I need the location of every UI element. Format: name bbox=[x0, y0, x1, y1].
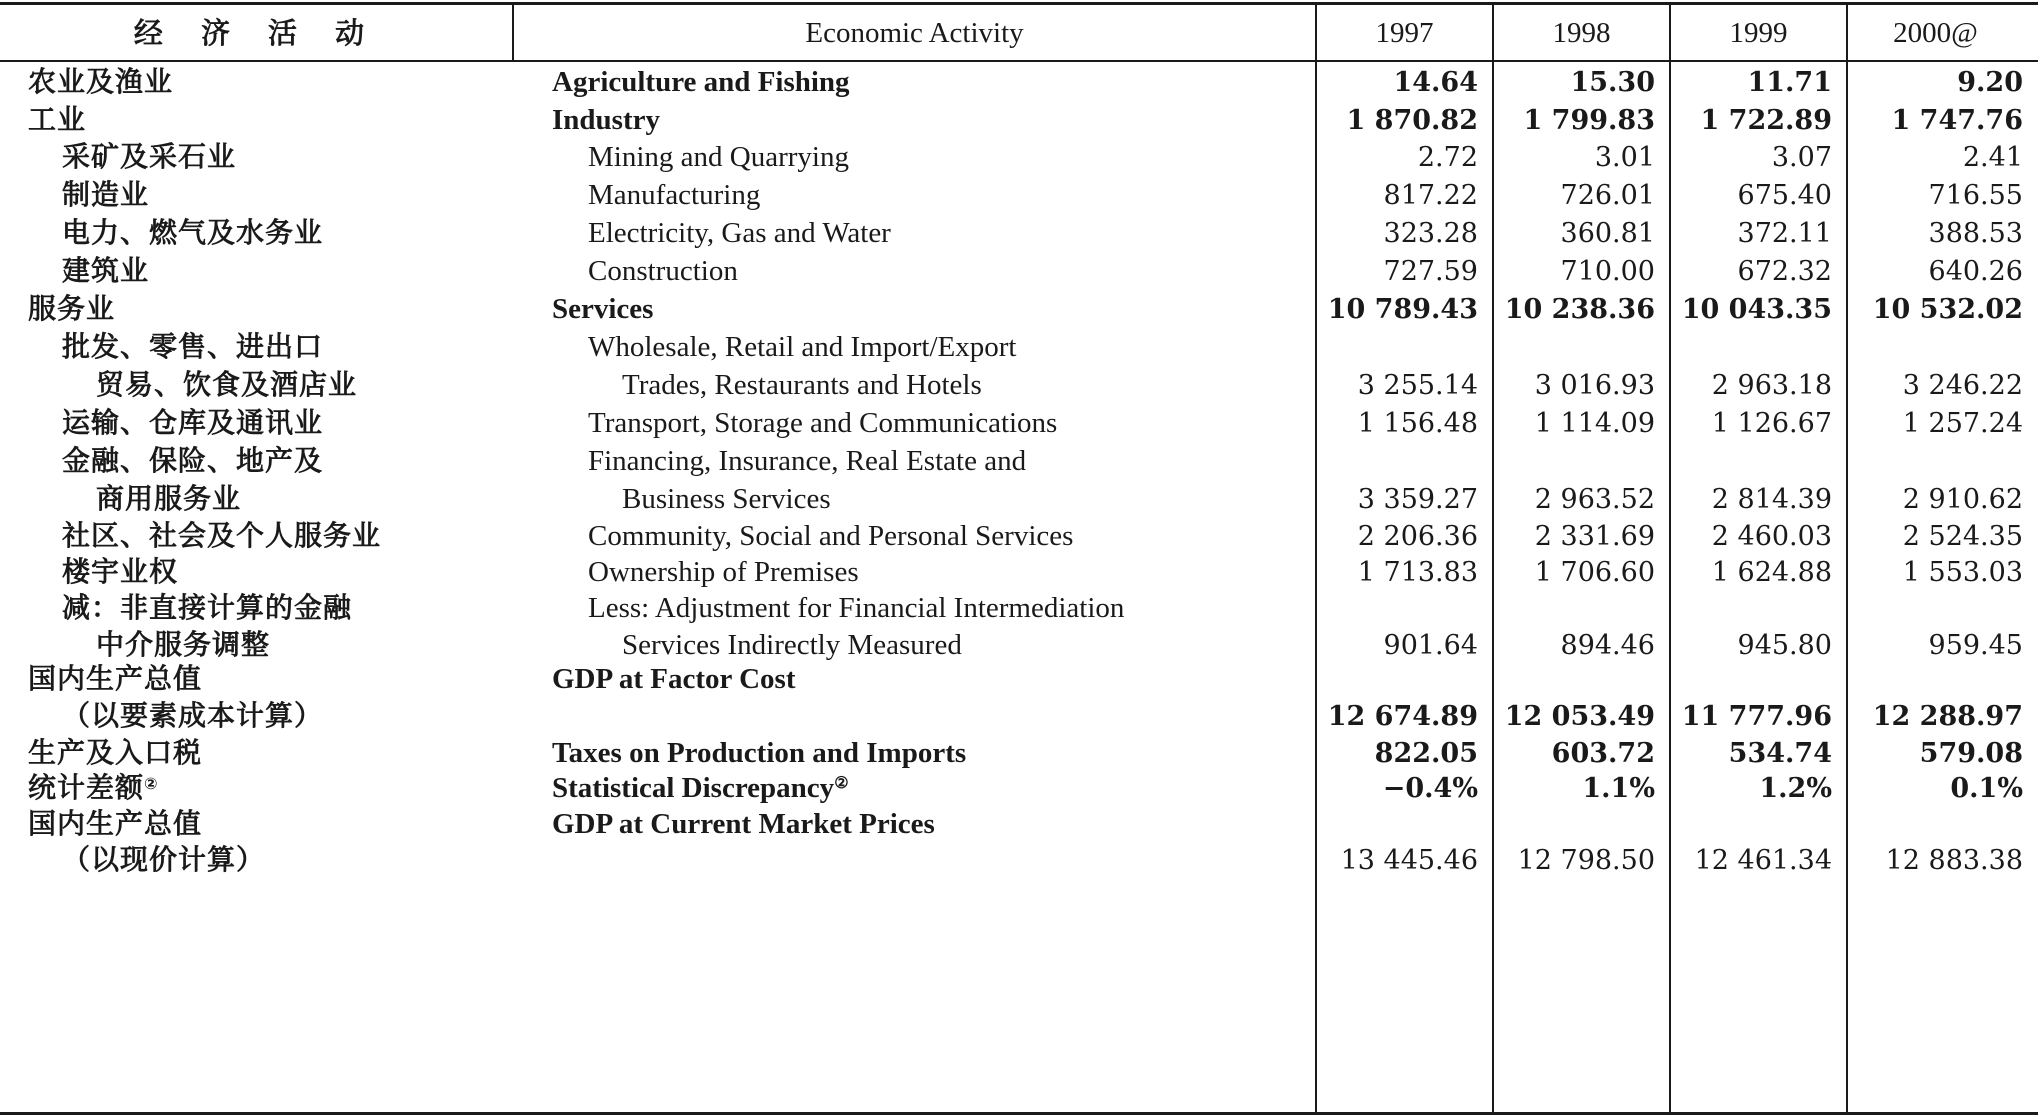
row-label-chinese bbox=[62, 139, 236, 175]
row-label-chinese bbox=[62, 329, 323, 365]
value-cell: 2 460.03 bbox=[1711, 520, 1832, 552]
value-cell: 9.20 bbox=[1957, 66, 2023, 98]
row-label-english bbox=[588, 329, 1016, 365]
row-label-chinese-text: 运输、仓库及通讯业 bbox=[62, 406, 324, 439]
row-label-chinese-text: 国内生产总值 bbox=[28, 807, 203, 840]
value-cell: 1 257.24 bbox=[1902, 407, 2023, 439]
value-cell: 2 206.36 bbox=[1357, 520, 1478, 552]
row-label-english-text: Mining and Quarrying bbox=[588, 140, 849, 173]
row-label-chinese bbox=[62, 554, 178, 590]
value-cell: 10 532.02 bbox=[1872, 293, 2023, 325]
row-label-english: Statistical Discrepancy ② bbox=[552, 771, 849, 804]
row-label-chinese bbox=[62, 842, 265, 878]
row-label-chinese bbox=[62, 215, 323, 251]
value-cell: 1 624.88 bbox=[1711, 556, 1832, 588]
row-label-english bbox=[552, 735, 966, 771]
row-label-english-text: Wholesale, Retail and Import/Export bbox=[588, 330, 1017, 363]
row-label-chinese bbox=[62, 698, 323, 734]
row-label-english-text: Business Services bbox=[622, 482, 831, 515]
row-label-chinese bbox=[96, 481, 241, 517]
value-cell: 2 331.69 bbox=[1534, 520, 1655, 552]
value-cell: 360.81 bbox=[1560, 217, 1655, 249]
value-cell: 3 359.27 bbox=[1357, 483, 1478, 515]
value-cell: 1 799.83 bbox=[1523, 104, 1655, 136]
row-label-english bbox=[622, 481, 831, 517]
value-cell: 11.71 bbox=[1747, 66, 1832, 98]
value-cell: 901.64 bbox=[1383, 629, 1478, 661]
row-label-chinese bbox=[96, 627, 270, 663]
value-cell: 2 963.18 bbox=[1711, 369, 1832, 401]
row-label-chinese bbox=[28, 102, 86, 138]
row-label-chinese-text: 批发、零售、进出口 bbox=[62, 330, 324, 363]
value-cell: 959.45 bbox=[1928, 629, 2023, 661]
row-label-chinese-text: 统计差额 bbox=[28, 771, 145, 804]
row-label-english bbox=[622, 627, 962, 663]
row-label-chinese-text: 国内生产总值 bbox=[28, 662, 203, 695]
row-label-english-text: Financing, Insurance, Real Estate and bbox=[588, 444, 1027, 477]
header-col-chinese: 经 济 活 动 bbox=[133, 15, 379, 50]
row-label-english-text: Trades, Restaurants and Hotels bbox=[622, 368, 982, 401]
row-label-chinese-text: 农业及渔业 bbox=[28, 65, 174, 98]
row-label-chinese bbox=[28, 64, 173, 100]
row-label-english-text: Taxes on Production and Imports bbox=[552, 736, 967, 769]
row-label-chinese-text: 采矿及采石业 bbox=[62, 140, 237, 173]
value-cell: 579.08 bbox=[1919, 737, 2023, 769]
value-cell: 12 883.38 bbox=[1885, 844, 2023, 876]
value-cell: 12 053.49 bbox=[1504, 700, 1655, 732]
header-year-1999: 1999 bbox=[1729, 16, 1788, 49]
value-cell: 640.26 bbox=[1928, 255, 2023, 287]
value-cell: 14.64 bbox=[1393, 66, 1478, 98]
row-label-chinese-text: 贸易、饮食及酒店业 bbox=[96, 368, 358, 401]
row-label-english bbox=[588, 518, 1073, 554]
row-label-chinese-text: （以要素成本计算） bbox=[62, 699, 324, 732]
header-col-english: Economic Activity bbox=[805, 16, 1024, 49]
value-cell: 10 238.36 bbox=[1504, 293, 1655, 325]
row-label-english-text: Less: Adjustment for Financial Intermediation bbox=[588, 591, 1125, 624]
value-cell: 1 713.83 bbox=[1357, 556, 1478, 588]
value-cell: 13 445.46 bbox=[1340, 844, 1478, 876]
row-label-chinese-text: 电力、燃气及水务业 bbox=[62, 216, 324, 249]
value-cell: 1.1% bbox=[1582, 772, 1655, 804]
value-cell: 3 016.93 bbox=[1534, 369, 1655, 401]
row-label-english-text: Statistical Discrepancy bbox=[552, 771, 835, 804]
row-label-chinese-text: 社区、社会及个人服务业 bbox=[62, 519, 382, 552]
row-label-english-text: Services Indirectly Measured bbox=[622, 628, 962, 661]
row-label-english-text: Agriculture and Fishing bbox=[552, 65, 850, 98]
value-cell: 10 043.35 bbox=[1681, 293, 1832, 325]
row-label-chinese bbox=[28, 806, 202, 842]
row-label-english bbox=[552, 806, 935, 842]
row-label-english bbox=[552, 64, 850, 100]
header-year-1998: 1998 bbox=[1552, 16, 1611, 49]
value-cell: 3 246.22 bbox=[1902, 369, 2023, 401]
row-label-chinese bbox=[62, 405, 323, 441]
row-label-chinese: 统计差额 ② bbox=[28, 771, 159, 804]
value-cell: 2.72 bbox=[1417, 141, 1478, 173]
value-cell: 12 798.50 bbox=[1517, 844, 1655, 876]
row-label-chinese-text: （以现价计算） bbox=[62, 843, 266, 876]
value-cell: 716.55 bbox=[1928, 179, 2023, 211]
value-cell: 710.00 bbox=[1560, 255, 1655, 287]
row-label-chinese-text: 商用服务业 bbox=[96, 482, 242, 515]
row-label-chinese bbox=[62, 177, 149, 213]
row-label-english bbox=[588, 253, 738, 289]
value-cell: 1 706.60 bbox=[1534, 556, 1655, 588]
row-label-english-text: Industry bbox=[552, 103, 660, 136]
row-label-english bbox=[588, 554, 859, 590]
value-cell: 1 553.03 bbox=[1902, 556, 2023, 588]
row-label-chinese-text: 楼宇业权 bbox=[62, 555, 179, 588]
row-label-english-text: Construction bbox=[588, 254, 738, 287]
value-cell: 12 288.97 bbox=[1872, 700, 2023, 732]
value-cell: 817.22 bbox=[1383, 179, 1478, 211]
value-cell: 3.07 bbox=[1771, 141, 1832, 173]
value-cell: 15.30 bbox=[1570, 66, 1655, 98]
row-label-chinese bbox=[62, 253, 149, 289]
value-cell: 603.72 bbox=[1551, 737, 1655, 769]
value-cell: 3.01 bbox=[1594, 141, 1655, 173]
row-label-chinese-text: 制造业 bbox=[62, 178, 150, 211]
row-label-chinese bbox=[62, 518, 381, 554]
value-cell: 2 910.62 bbox=[1902, 483, 2023, 515]
value-cell: 1 747.76 bbox=[1891, 104, 2023, 136]
top-rule bbox=[0, 2, 2038, 5]
row-label-chinese-text: 工业 bbox=[28, 103, 87, 136]
row-label-chinese bbox=[62, 443, 323, 479]
row-label-english bbox=[588, 443, 1026, 479]
row-label-english-text: Community, Social and Personal Services bbox=[588, 519, 1074, 552]
value-cell: 726.01 bbox=[1560, 179, 1655, 211]
value-cell: 11 777.96 bbox=[1681, 700, 1832, 732]
row-label-english bbox=[552, 102, 660, 138]
value-cell: 12 461.34 bbox=[1694, 844, 1832, 876]
value-cell: 1 126.67 bbox=[1711, 407, 1832, 439]
value-cell: 12 674.89 bbox=[1327, 700, 1478, 732]
row-label-english-text: Transport, Storage and Communications bbox=[588, 406, 1058, 439]
value-cell: 2 963.52 bbox=[1534, 483, 1655, 515]
row-label-chinese-text: 金融、保险、地产及 bbox=[62, 444, 324, 477]
row-label-chinese bbox=[28, 291, 115, 327]
row-label-english bbox=[622, 367, 982, 403]
row-label-chinese-text: 服务业 bbox=[28, 292, 116, 325]
row-label-english bbox=[588, 139, 849, 175]
row-label-chinese-text: 减：非直接计算的金融 bbox=[62, 591, 353, 624]
value-cell: 2 814.39 bbox=[1711, 483, 1832, 515]
header-rule bbox=[0, 60, 2038, 62]
row-label-english-text: GDP at Current Market Prices bbox=[552, 807, 935, 840]
row-label-chinese bbox=[28, 735, 202, 771]
row-label-chinese bbox=[96, 367, 357, 403]
value-cell: 3 255.14 bbox=[1357, 369, 1478, 401]
header-year-1997: 1997 bbox=[1375, 16, 1434, 49]
row-label-english bbox=[588, 215, 891, 251]
row-label-english-text: Ownership of Premises bbox=[588, 555, 859, 588]
value-cell: 1 114.09 bbox=[1534, 407, 1655, 439]
value-cell: 1 722.89 bbox=[1700, 104, 1832, 136]
value-cell: 2.41 bbox=[1962, 141, 2023, 173]
bottom-rule bbox=[0, 1112, 2038, 1115]
value-cell: 822.05 bbox=[1374, 737, 1478, 769]
value-cell: 388.53 bbox=[1928, 217, 2023, 249]
value-cell: 10 789.43 bbox=[1327, 293, 1478, 325]
row-label-english bbox=[588, 177, 760, 213]
row-label-english-text: Electricity, Gas and Water bbox=[588, 216, 891, 249]
value-cell: 945.80 bbox=[1737, 629, 1832, 661]
value-cell: 1 156.48 bbox=[1357, 407, 1478, 439]
value-cell: 1.2% bbox=[1759, 772, 1832, 804]
value-cell: 672.32 bbox=[1737, 255, 1832, 287]
row-label-chinese bbox=[28, 661, 202, 697]
row-label-chinese-text: 生产及入口税 bbox=[28, 736, 203, 769]
value-cell: −0.4% bbox=[1382, 772, 1478, 804]
value-cell: 894.46 bbox=[1560, 629, 1655, 661]
value-cell: 1 870.82 bbox=[1346, 104, 1478, 136]
value-cell: 2 524.35 bbox=[1902, 520, 2023, 552]
row-label-chinese bbox=[62, 590, 352, 626]
row-label-chinese-text: 建筑业 bbox=[62, 254, 150, 287]
row-label-english bbox=[552, 291, 653, 327]
row-label-english bbox=[588, 405, 1057, 441]
value-cell: 534.74 bbox=[1728, 737, 1832, 769]
row-label-english-text: Manufacturing bbox=[588, 178, 761, 211]
value-cell: 0.1% bbox=[1950, 772, 2023, 804]
row-label-chinese-text: 中介服务调整 bbox=[96, 628, 271, 661]
row-label-english-text: GDP at Factor Cost bbox=[552, 662, 796, 695]
value-cell: 372.11 bbox=[1737, 217, 1832, 249]
header-year-2000: 2000@ bbox=[1893, 16, 1978, 49]
row-label-english bbox=[588, 590, 1124, 626]
row-label-english bbox=[552, 661, 796, 697]
value-cell: 323.28 bbox=[1383, 217, 1478, 249]
row-label-english-text: Services bbox=[552, 292, 654, 325]
value-cell: 727.59 bbox=[1383, 255, 1478, 287]
value-cell: 675.40 bbox=[1737, 179, 1832, 211]
